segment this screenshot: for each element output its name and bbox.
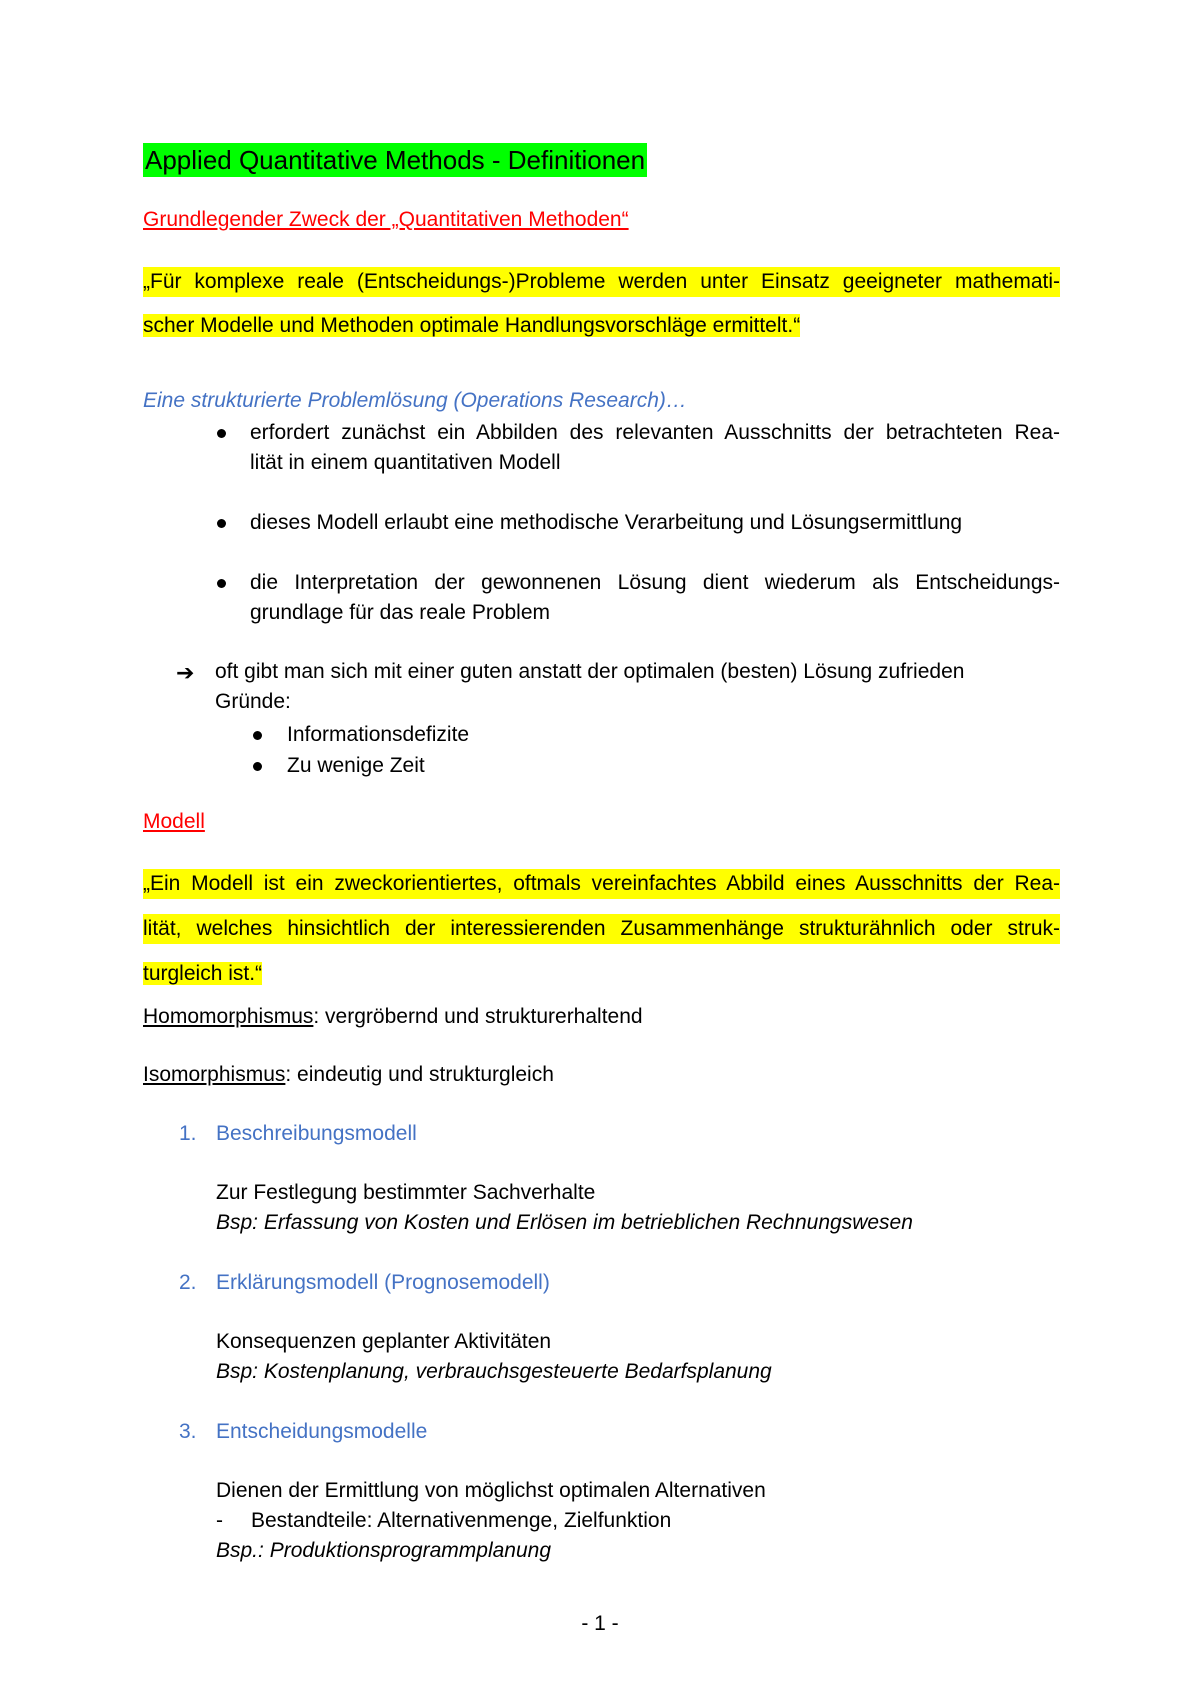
model-type-example: Bsp: Kostenplanung, verbrauchsgesteuerte Bedarfsplanung [216, 1360, 772, 1383]
model-type-number: 3. [179, 1420, 197, 1443]
or-bullet-2-line-1: dieses Modell erlaubt eine methodische Verarbeitung und Lösungsermittlung [250, 511, 963, 534]
bullet-dot [217, 429, 226, 438]
isomorphismus-def: : eindeutig und strukturgleich [285, 1063, 554, 1086]
purpose-quote-line-1 [143, 267, 1060, 297]
model-type-description: Dienen der Ermittlung von möglichst optimalen Alternativen [216, 1479, 766, 1502]
purpose-quote-text-2: scher Modelle und Methoden optimale Handlungsvorschläge ermittelt.“ [143, 314, 801, 337]
model-type-number: 2. [179, 1271, 197, 1294]
model-type-example: Bsp: Erfassung von Kosten und Erlösen im betrieblichen Rechnungswesen [216, 1211, 913, 1234]
model-type-title: Beschreibungsmodell [216, 1122, 417, 1145]
homomorphismus-def: : vergröbernd und strukturerhaltend [313, 1005, 643, 1028]
arrow-right-icon: ➔ [176, 660, 195, 685]
model-quote-line-1 [143, 869, 1060, 899]
model-type-description: Zur Festlegung bestimmter Sachverhalte [216, 1181, 596, 1204]
purpose-quote-line-2 [143, 311, 800, 341]
reason-item: Informationsdefizite [287, 723, 470, 746]
bullet-dot [217, 519, 226, 528]
model-quote-text-1: „Ein Modell ist ein zweckorientiertes, oftmals vereinfachtes Abbild eines Ausschnitts der Rea- [143, 869, 1060, 899]
document-title: Applied Quantitative Methods - Definitionen [145, 145, 646, 175]
bullet-dot [217, 579, 226, 588]
isomorphismus-definition [143, 1063, 554, 1087]
or-bullet-3-line-2: grundlage für das reale Problem [250, 601, 551, 624]
conclusion-text: oft gibt man sich mit einer guten anstatt der optimalen (besten) Lösung zufrieden [215, 660, 965, 683]
homomorphismus-definition [143, 1005, 643, 1029]
model-type-dash: - [216, 1509, 223, 1532]
or-bullet-3-line-1: die Interpretation der gewonnenen Lösung dient wiederum als Entscheidungs- [250, 571, 1060, 594]
model-type-title: Entscheidungsmodelle [216, 1420, 428, 1443]
page-number: - 1 - [581, 1612, 619, 1635]
reason-item: Zu wenige Zeit [287, 754, 425, 777]
model-type-component: Bestandteile: Alternativenmenge, Zielfunktion [251, 1509, 672, 1532]
model-type-title: Erklärungsmodell (Prognosemodell) [216, 1271, 550, 1294]
model-quote-line-2 [143, 914, 1060, 944]
modell-heading: Modell [143, 810, 205, 833]
purpose-quote-text-1: „Für komplexe reale (Entscheidungs-)Probleme werden unter Einsatz geeigneter mathemati- [143, 267, 1060, 297]
bullet-dot [253, 762, 262, 771]
model-quote-text-3: turgleich ist.“ [143, 962, 263, 985]
isomorphismus-term: Isomorphismus [143, 1063, 286, 1086]
model-type-example: Bsp.: Produktionsprogrammplanung [216, 1539, 552, 1562]
model-type-description: Konsequenzen geplanter Aktivitäten [216, 1330, 552, 1353]
or-bullet-1-line-1: erfordert zunächst ein Abbilden des relevanten Ausschnitts der betrachteten Rea- [250, 421, 1060, 444]
model-type-number: 1. [179, 1122, 197, 1145]
reasons-label: Gründe: [215, 690, 291, 713]
purpose-heading: Grundlegender Zweck der „Quantitativen Methoden“ [143, 208, 629, 231]
bullet-dot [253, 731, 262, 740]
model-quote-text-2: lität, welches hinsichtlich der interessierenden Zusammenhänge strukturähnlich oder struk- [143, 914, 1060, 944]
model-quote-line-3 [143, 959, 262, 989]
or-heading: Eine strukturierte Problemlösung (Operations Research)… [143, 389, 687, 412]
or-bullet-1-line-2: lität in einem quantitativen Modell [250, 451, 561, 474]
homomorphismus-term: Homomorphismus [143, 1005, 314, 1028]
